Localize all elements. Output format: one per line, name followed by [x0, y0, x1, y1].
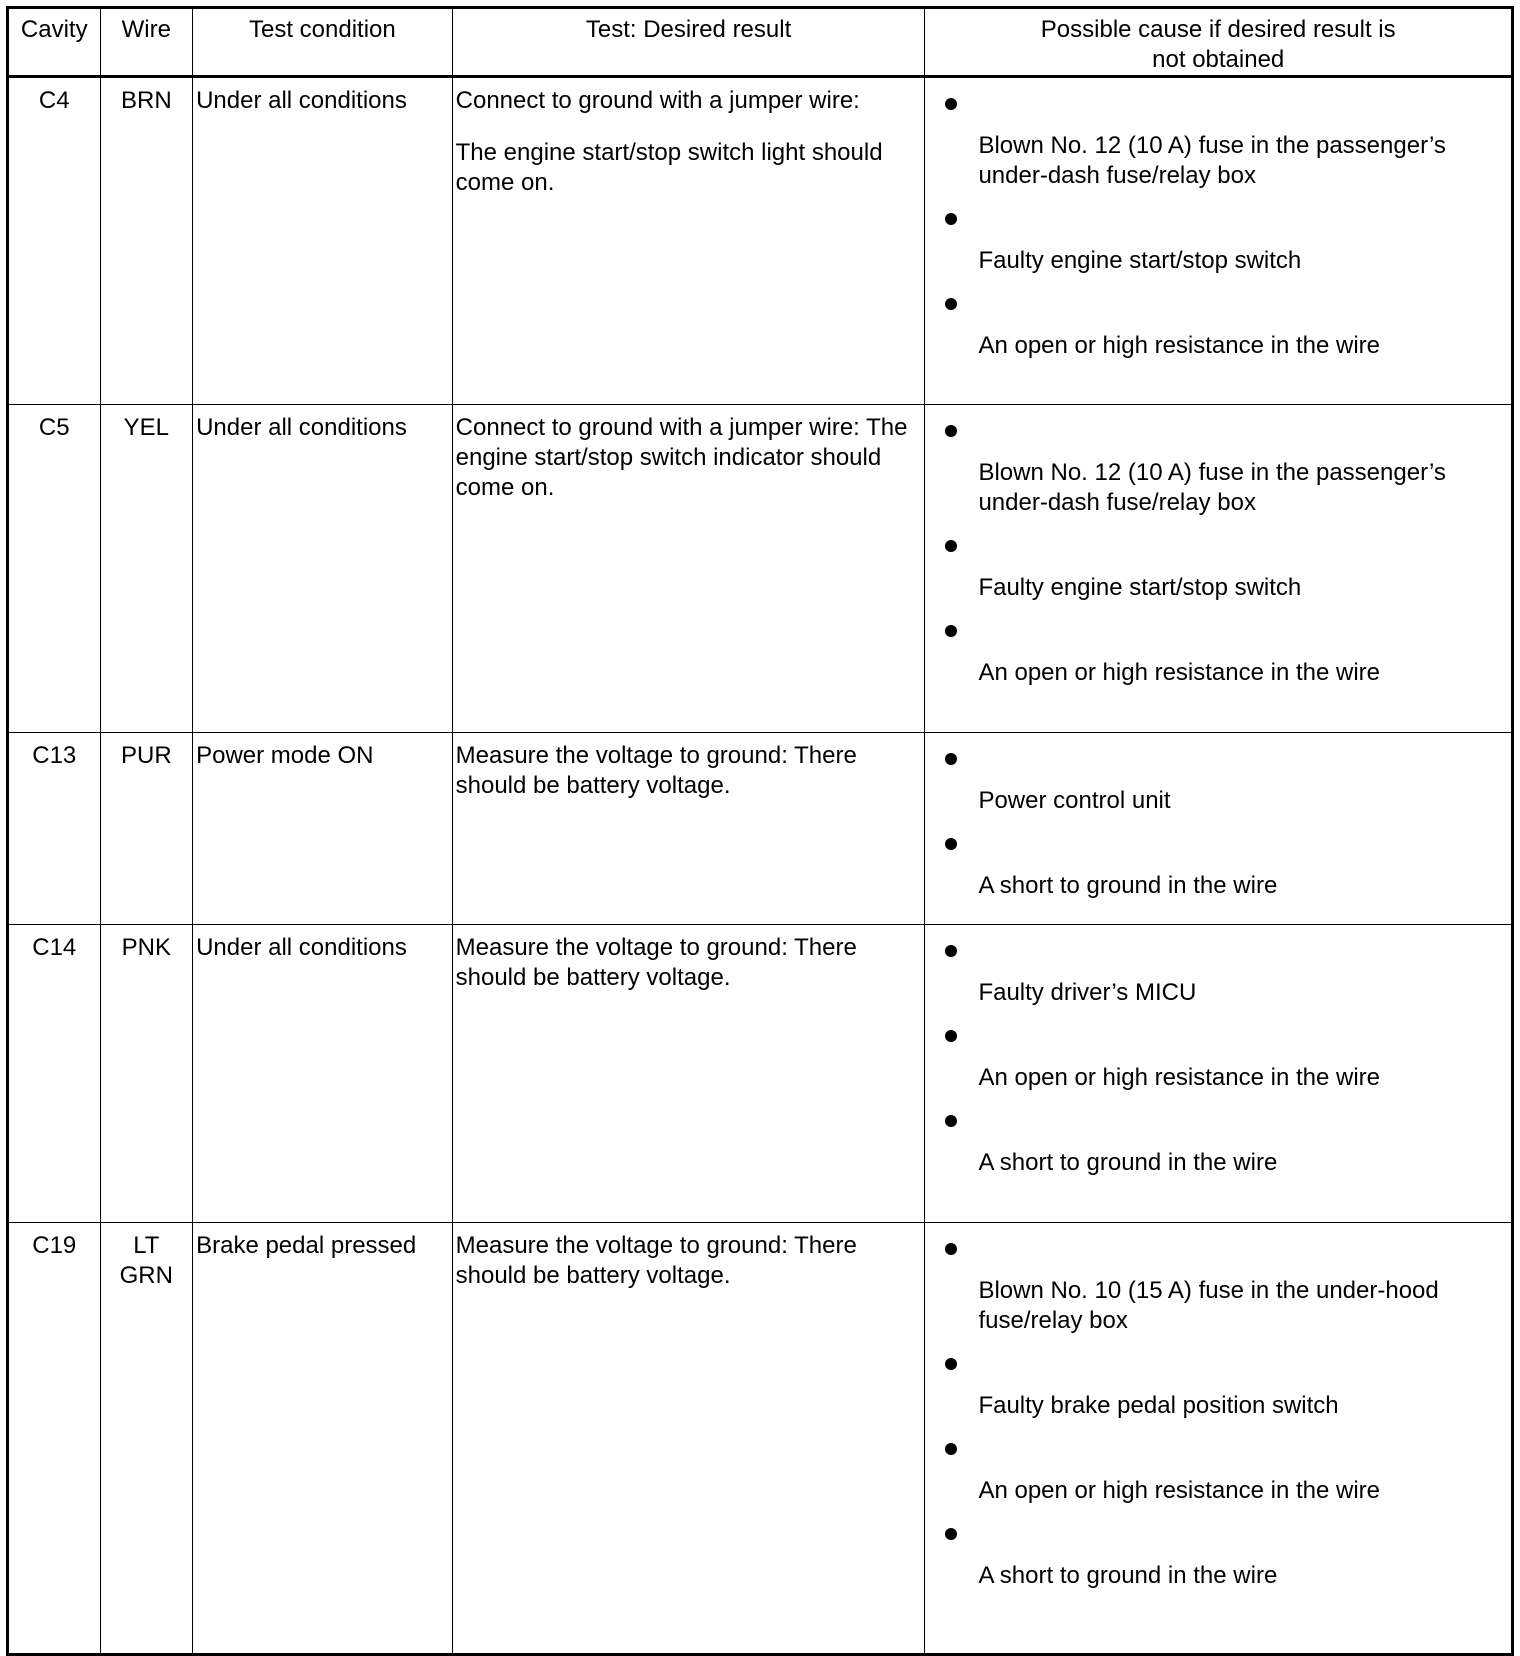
- cause-text: Power control unit: [978, 787, 1171, 814]
- desired-result-text: Measure the voltage to ground: There should be battery voltage.: [455, 742, 857, 799]
- cause-list: [925, 925, 1511, 1178]
- cavity-cell: C5: [8, 405, 101, 733]
- cause-item: [925, 413, 1511, 518]
- cause-item: [925, 1431, 1511, 1506]
- cause-text: Blown No. 12 (10 A) fuse in the passenger’s under-dash fuse/relay box: [978, 459, 1446, 516]
- bullet-icon: [945, 945, 957, 957]
- possible-cause-cell: [925, 925, 1513, 1223]
- bullet-icon: [945, 753, 957, 765]
- desired-result-text: Measure the voltage to ground: There should be battery voltage.: [455, 934, 857, 991]
- cause-item: [925, 1516, 1511, 1591]
- desired-result-cell: [452, 405, 925, 733]
- cause-text: An open or high resistance in the wire: [978, 659, 1381, 686]
- cause-item: [925, 86, 1511, 191]
- cause-list: [925, 405, 1511, 688]
- possible-cause-cell: [925, 733, 1513, 925]
- wire-cell: LT GRN: [100, 1223, 193, 1655]
- table-row: [8, 733, 1513, 925]
- cause-item: [925, 613, 1511, 688]
- desired-result-cell: [452, 77, 925, 405]
- bullet-icon: [945, 1115, 957, 1127]
- wire-cell: BRN: [100, 77, 193, 405]
- cause-item: [925, 286, 1511, 361]
- cavity-cell: C14: [8, 925, 101, 1223]
- bullet-icon: [945, 1528, 957, 1540]
- cause-item: [925, 1018, 1511, 1093]
- bullet-icon: [945, 425, 957, 437]
- cause-text: A short to ground in the wire: [978, 872, 1278, 899]
- cause-text: A short to ground in the wire: [978, 1562, 1278, 1589]
- bullet-icon: [945, 98, 957, 110]
- bullet-icon: [945, 1358, 957, 1370]
- cause-list: [925, 733, 1511, 901]
- header-wire: Wire: [100, 8, 193, 77]
- header-possible-cause: [925, 8, 1513, 77]
- cavity-cell: C13: [8, 733, 101, 925]
- bullet-icon: [945, 213, 957, 225]
- cause-text: Faulty driver’s MICU: [978, 979, 1197, 1006]
- header-cavity: Cavity: [8, 8, 101, 77]
- header-desired-result: Test: Desired result: [452, 8, 925, 77]
- bullet-icon: [945, 298, 957, 310]
- bullet-icon: [945, 1030, 957, 1042]
- cause-text: Blown No. 10 (15 A) fuse in the under-hood fuse/relay box: [978, 1277, 1439, 1334]
- header-possible-cause-line1: Possible cause if desired result is: [1040, 16, 1396, 43]
- table-row: [8, 77, 1513, 405]
- cavity-cell: C19: [8, 1223, 101, 1655]
- header-row: [8, 8, 1513, 77]
- table-row: [8, 925, 1513, 1223]
- test-condition-cell: Under all conditions: [193, 405, 453, 733]
- test-condition-cell: Under all conditions: [193, 925, 453, 1223]
- test-condition-cell: Brake pedal pressed: [193, 1223, 453, 1655]
- cause-text: Faulty engine start/stop switch: [978, 247, 1302, 274]
- cause-text: An open or high resistance in the wire: [978, 332, 1381, 359]
- cause-item: [925, 201, 1511, 276]
- cause-text: An open or high resistance in the wire: [978, 1064, 1381, 1091]
- header-possible-cause-line2: not obtained: [1152, 46, 1285, 73]
- possible-cause-cell: [925, 405, 1513, 733]
- test-condition-cell: Under all conditions: [193, 77, 453, 405]
- bullet-icon: [945, 540, 957, 552]
- cause-text: Blown No. 12 (10 A) fuse in the passenger’s under-dash fuse/relay box: [978, 132, 1446, 189]
- bullet-icon: [945, 838, 957, 850]
- cause-item: [925, 826, 1511, 901]
- possible-cause-cell: [925, 77, 1513, 405]
- connector-test-table: [6, 6, 1514, 1656]
- desired-result-cell: [452, 925, 925, 1223]
- table-row: [8, 1223, 1513, 1655]
- bullet-icon: [945, 1243, 957, 1255]
- wire-cell: PNK: [100, 925, 193, 1223]
- desired-result-cell: [452, 733, 925, 925]
- cause-item: [925, 741, 1511, 816]
- cause-text: Faulty engine start/stop switch: [978, 574, 1302, 601]
- desired-result-cell: [452, 1223, 925, 1655]
- table-row: [8, 405, 1513, 733]
- possible-cause-cell: [925, 1223, 1513, 1655]
- cause-item: [925, 1346, 1511, 1421]
- cause-text: A short to ground in the wire: [978, 1149, 1278, 1176]
- desired-result-text: Measure the voltage to ground: There should be battery voltage.: [455, 1232, 857, 1289]
- desired-result-text: The engine start/stop switch light should come on.: [455, 139, 883, 196]
- wire-cell: PUR: [100, 733, 193, 925]
- cause-list: [925, 1223, 1511, 1591]
- header-test-condition: Test condition: [193, 8, 453, 77]
- desired-result-text: Connect to ground with a jumper wire:: [455, 87, 860, 114]
- bullet-icon: [945, 625, 957, 637]
- cause-list: [925, 78, 1511, 361]
- cause-item: [925, 528, 1511, 603]
- cause-text: Faulty brake pedal position switch: [978, 1392, 1339, 1419]
- cause-item: [925, 1103, 1511, 1178]
- wire-cell: YEL: [100, 405, 193, 733]
- cause-text: An open or high resistance in the wire: [978, 1477, 1381, 1504]
- cause-item: [925, 1231, 1511, 1336]
- desired-result-text: Connect to ground with a jumper wire: The engine start/stop switch indicator should come on.: [455, 414, 908, 501]
- cause-item: [925, 933, 1511, 1008]
- cavity-cell: C4: [8, 77, 101, 405]
- test-condition-cell: Power mode ON: [193, 733, 453, 925]
- bullet-icon: [945, 1443, 957, 1455]
